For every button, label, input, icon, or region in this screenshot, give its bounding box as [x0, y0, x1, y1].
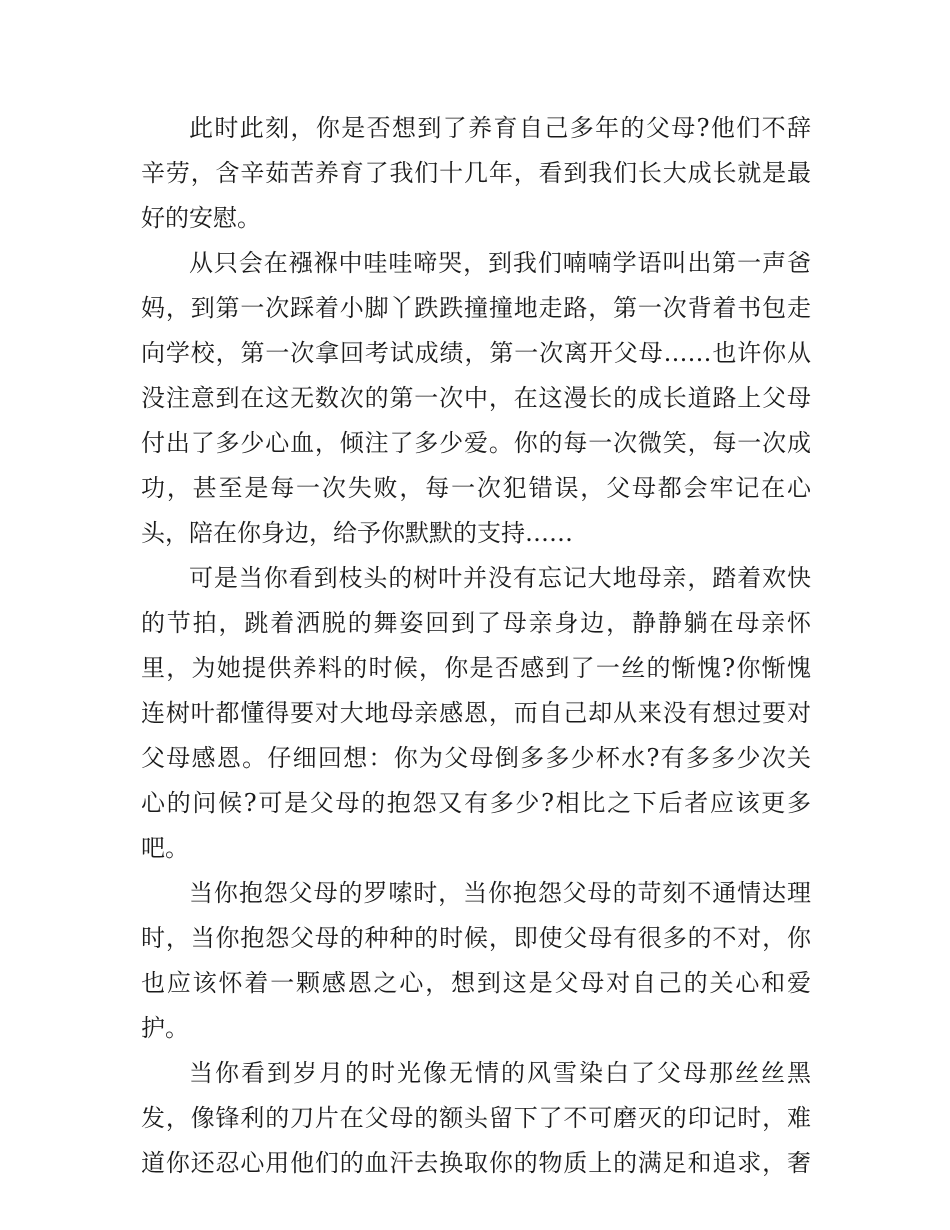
- text-line: 辛劳，含辛茹苦养育了我们十几年，看到我们长大成长就是最: [141, 159, 811, 187]
- text-line: 里，为她提供养料的时候，你是否感到了一丝的惭愧?你惭愧: [141, 654, 811, 682]
- document-body: [141, 106, 811, 1186]
- text-line: 头，陪在你身边，给予你默默的支持……: [141, 519, 573, 547]
- text-line: 时，当你抱怨父母的种种的时候，即使父母有很多的不对，你: [141, 924, 811, 952]
- text-line: 护。: [141, 1014, 189, 1042]
- text-line: 发，像锋利的刀片在父母的额头留下了不可磨灭的印记时，难: [141, 1104, 811, 1132]
- text-line: 从只会在襁褓中哇哇啼哭，到我们喃喃学语叫出第一声爸: [189, 249, 811, 277]
- text-line: 当你抱怨父母的罗嗦时，当你抱怨父母的苛刻不通情达理: [189, 879, 811, 907]
- text-line: 父母感恩。仔细回想：你为父母倒多多少杯水?有多多少次关: [141, 744, 811, 772]
- text-line: 当你看到岁月的时光像无情的风雪染白了父母那丝丝黑: [189, 1059, 811, 1087]
- paragraph-2: [141, 241, 811, 556]
- text-line: 也应该怀着一颗感恩之心，想到这是父母对自己的关心和爱: [141, 969, 811, 997]
- text-line: 连树叶都懂得要对大地母亲感恩，而自己却从来没有想过要对: [141, 699, 811, 727]
- text-line: 的节拍，跳着洒脱的舞姿回到了母亲身边，静静躺在母亲怀: [141, 609, 811, 637]
- text-line: 吧。: [141, 834, 189, 862]
- text-line: 好的安慰。: [141, 204, 261, 232]
- text-line: 道你还忍心用他们的血汗去换取你的物质上的满足和追求，奢: [141, 1149, 811, 1177]
- text-line: 心的问候?可是父母的抱怨又有多少?相比之下后者应该更多: [141, 789, 811, 817]
- text-line: 没注意到在这无数次的第一次中，在这漫长的成长道路上父母: [141, 384, 811, 412]
- text-line: 此时此刻，你是否想到了养育自己多年的父母?他们不辞: [189, 114, 811, 142]
- text-line: 付出了多少心血，倾注了多少爱。你的每一次微笑，每一次成: [141, 429, 811, 457]
- paragraph-1: [141, 106, 811, 241]
- text-line: 妈，到第一次踩着小脚丫跌跌撞撞地走路，第一次背着书包走: [141, 294, 811, 322]
- paragraph-5: [141, 1051, 811, 1186]
- text-line: 向学校，第一次拿回考试成绩，第一次离开父母……也许你从: [141, 339, 811, 367]
- text-line: 可是当你看到枝头的树叶并没有忘记大地母亲，踏着欢快: [189, 564, 811, 592]
- paragraph-4: [141, 871, 811, 1051]
- text-line: 功，甚至是每一次失败，每一次犯错误，父母都会牢记在心: [141, 474, 811, 502]
- paragraph-3: [141, 556, 811, 871]
